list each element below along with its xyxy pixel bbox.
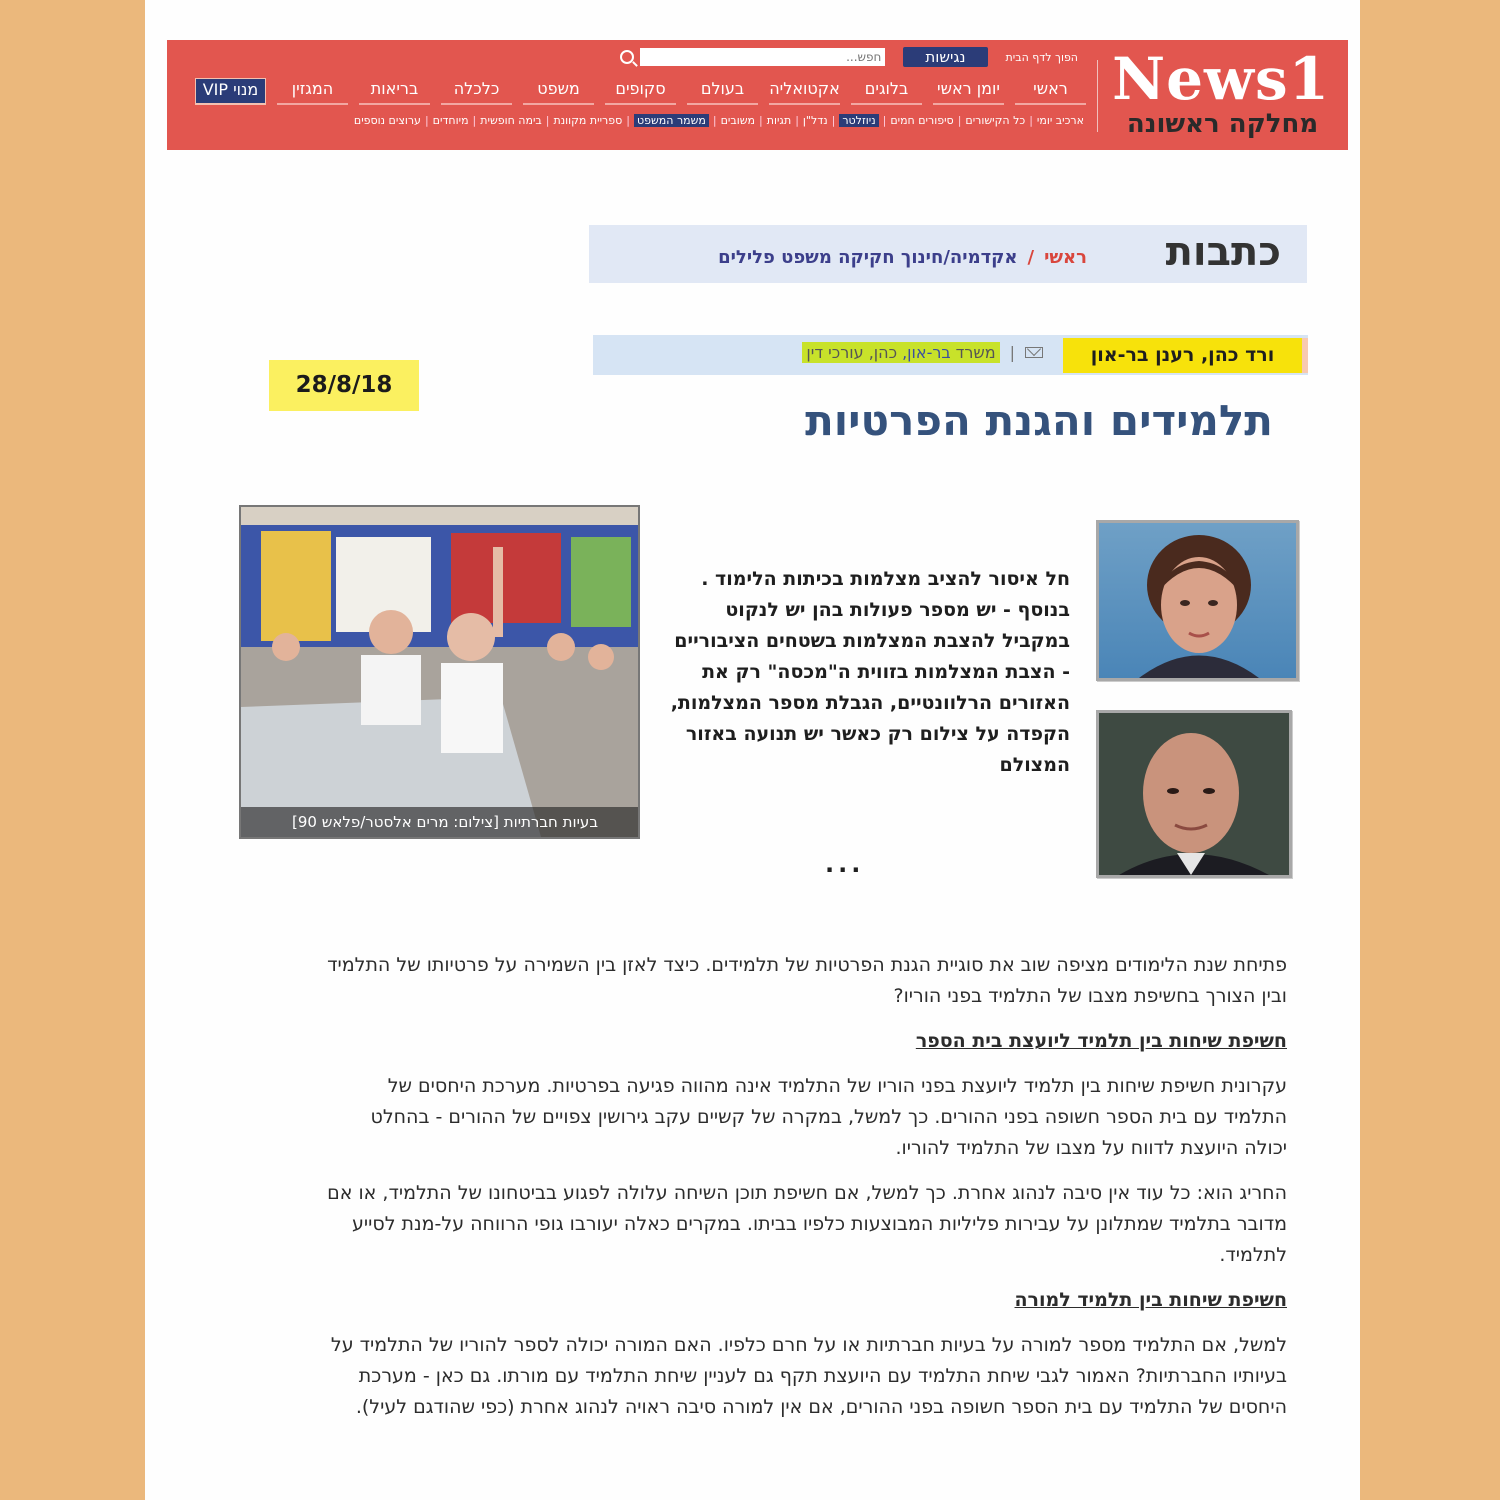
nav-tab-scoops[interactable]: סקופים [605, 78, 676, 105]
sub-link[interactable]: משובים [720, 114, 756, 127]
nav-tab-law[interactable]: משפט [523, 78, 594, 105]
nav-tab-world[interactable]: בעולם [687, 78, 758, 105]
site-header [167, 40, 1348, 150]
article-title: תלמידים והגנת הפרטיות [805, 396, 1273, 445]
logo-subtitle: מחלקה ראשונה [1126, 109, 1319, 139]
firm-highlight: בר-און, [902, 343, 951, 362]
article-lead: חל איסור להציב מצלמות בכיתות הלימוד . בנוסף - יש מספר פעולות בהן יש לנקוט במקביל להצבת המצלמות בשטחים הציבוריים - הצבת המצלמות בזווית ה"מכסה" רק את האזורים הרלוונטיים, הגבלת מספר המצלמות, הקפדה על צילום רק כאשר יש תנועה באזור המצולם [670, 568, 1070, 776]
breadcrumb-home[interactable]: ראשי [1044, 247, 1087, 268]
article-paragraph: עקרונית חשיפת שיחות בין תלמיד ליועצת בפני הוריו של התלמיד אינה מהווה פגיעה בפרטיות. מערכת היחסים של התלמיד עם בית הספר חשופה בפני ההורים. כך למשל, במקרה של קשיים עקב גירושין צפויים של ההורים - בהחלט יכולה היועצת לדווח על מצבו של התלמיד להוריו. [370, 1075, 1287, 1159]
subheading-counselor: חשיפת שיחות בין תלמיד ליועצת בית הספר [915, 1030, 1287, 1052]
site-logo[interactable] [1112, 45, 1330, 139]
author-bar [593, 335, 1308, 375]
header-divider [1097, 60, 1098, 132]
sub-link[interactable]: ספריית מקוונת [553, 114, 623, 127]
nav-tab-news[interactable]: אקטואליה [769, 78, 840, 105]
article-intro: פתיחת שנת הלימודים מציפה שוב את סוגיית הגנת הפרטיות של תלמידים. כיצד לאזן בין השמירה על פרטיותו של התלמיד ובין הצורך בחשיפת מצבו של התלמיד בפני הוריו? [327, 954, 1287, 1007]
nav-tab-health[interactable]: בריאות [359, 78, 430, 105]
nav-tab-daily-log[interactable]: יומן ראשי [933, 78, 1004, 105]
main-nav [195, 78, 1086, 105]
author-photo-raanan-bar-on [1096, 710, 1292, 878]
contact-separator: | [1009, 343, 1015, 362]
breadcrumb [718, 247, 1087, 268]
search-input[interactable] [640, 48, 885, 66]
sub-link[interactable]: ערוצים נוספים [353, 114, 421, 127]
accessibility-button[interactable]: נגישות [903, 47, 987, 67]
article-paragraph: למשל, אם התלמיד מספר למורה על בעיות חברתיות או על חרם כלפיו. האם המורה יכולה לספר להוריו של התלמיד על בעיותיו החברתיות? האמור לגבי שיחת התלמיד עם היועצת תקף גם לעניין שיחת התלמיד עם מורתו. גם כאן - מערכת היחסים של התלמיד עם בית הספר חשופה בפני ההורים, אם אין למורה סיבה ראויה לנהוג אחרת (כפי שהודגם לעיל). [330, 1334, 1287, 1418]
firm-prefix: משרד [955, 343, 996, 362]
sub-link[interactable]: מיוחדים [432, 114, 469, 127]
portrait-woman-icon [1099, 523, 1296, 678]
law-firm-name[interactable] [802, 342, 999, 363]
scanned-page [145, 0, 1360, 1500]
firm-rest: כהן, עורכי דין [806, 343, 898, 362]
sub-link[interactable]: בימה חופשית [480, 114, 542, 127]
ellipsis: ... [825, 850, 865, 878]
article-paragraph: החריג הוא: כל עוד אין סיבה לנהוג אחרת. כך למשל, אם חשיפת תוכן השיחה עלולה לפגוע בביטחונו של התלמיד, או אם מדובר בתלמיד שמתלונן על עבירות פליליות המבוצעות כלפיו בביתו. במקרים כאלה יעורבו גופי הרווחה על-מנת לסייע לתלמיד. [327, 1182, 1287, 1266]
mail-icon[interactable] [1025, 347, 1043, 358]
category-bar [589, 225, 1307, 283]
date-stamp: 28/8/18 [269, 360, 419, 411]
logo-text: News1 [1112, 45, 1330, 113]
breadcrumb-separator: / [1027, 247, 1035, 268]
photo-caption: בעיות חברתיות [צילום: מרים אלסטר/פלאש 90] [241, 807, 638, 837]
search-box [620, 48, 885, 66]
subheading-teacher: חשיפת שיחות בין תלמיד למורה [1014, 1289, 1287, 1311]
article-body [327, 950, 1287, 1437]
sub-link[interactable]: סיפורים חמים [890, 114, 954, 127]
portrait-man-icon [1099, 713, 1289, 875]
sub-link[interactable]: נדל"ן [802, 114, 828, 127]
sub-link[interactable]: כל הקישורים [965, 114, 1026, 127]
sub-link-law-watch[interactable]: משמר המשפט [634, 114, 709, 127]
nav-tab-magazine[interactable]: המגזין [277, 78, 348, 105]
section-title: כתבות [1165, 229, 1281, 275]
classroom-image [241, 507, 638, 837]
sub-link-newsletter[interactable]: ניוזלטר [839, 114, 878, 127]
nav-tab-home[interactable]: ראשי [1015, 78, 1086, 105]
header-top-row [620, 47, 1078, 67]
secondary-nav: ארכיב יומי | כל הקישורים | סיפורים חמים | ניוזלטר | נדל"ן | תגיות | משובים | משמר המשפט | ספריית מקוונת | בימה חופשית | מיוחדים | ערוצים נוספים [353, 114, 1084, 127]
nav-tab-blogs[interactable]: בלוגים [851, 78, 922, 105]
sub-link[interactable]: ארכיב יומי [1036, 114, 1084, 127]
classroom-photo [239, 505, 640, 839]
author-contact [802, 342, 1043, 363]
search-icon[interactable] [620, 50, 634, 64]
author-photo-vered-cohen [1096, 520, 1299, 681]
breadcrumb-categories[interactable]: אקדמיה/חינוך חקיקה משפט פלילים [718, 247, 1018, 268]
nav-tab-vip[interactable]: מנוי VIP [195, 78, 266, 105]
set-homepage-link[interactable]: הפוך לדף הבית [1005, 50, 1078, 64]
author-names[interactable]: ורד כהן, רענן בר-און [1063, 338, 1308, 373]
nav-tab-economy[interactable]: כלכלה [441, 78, 512, 105]
sub-link[interactable]: תגיות [766, 114, 792, 127]
